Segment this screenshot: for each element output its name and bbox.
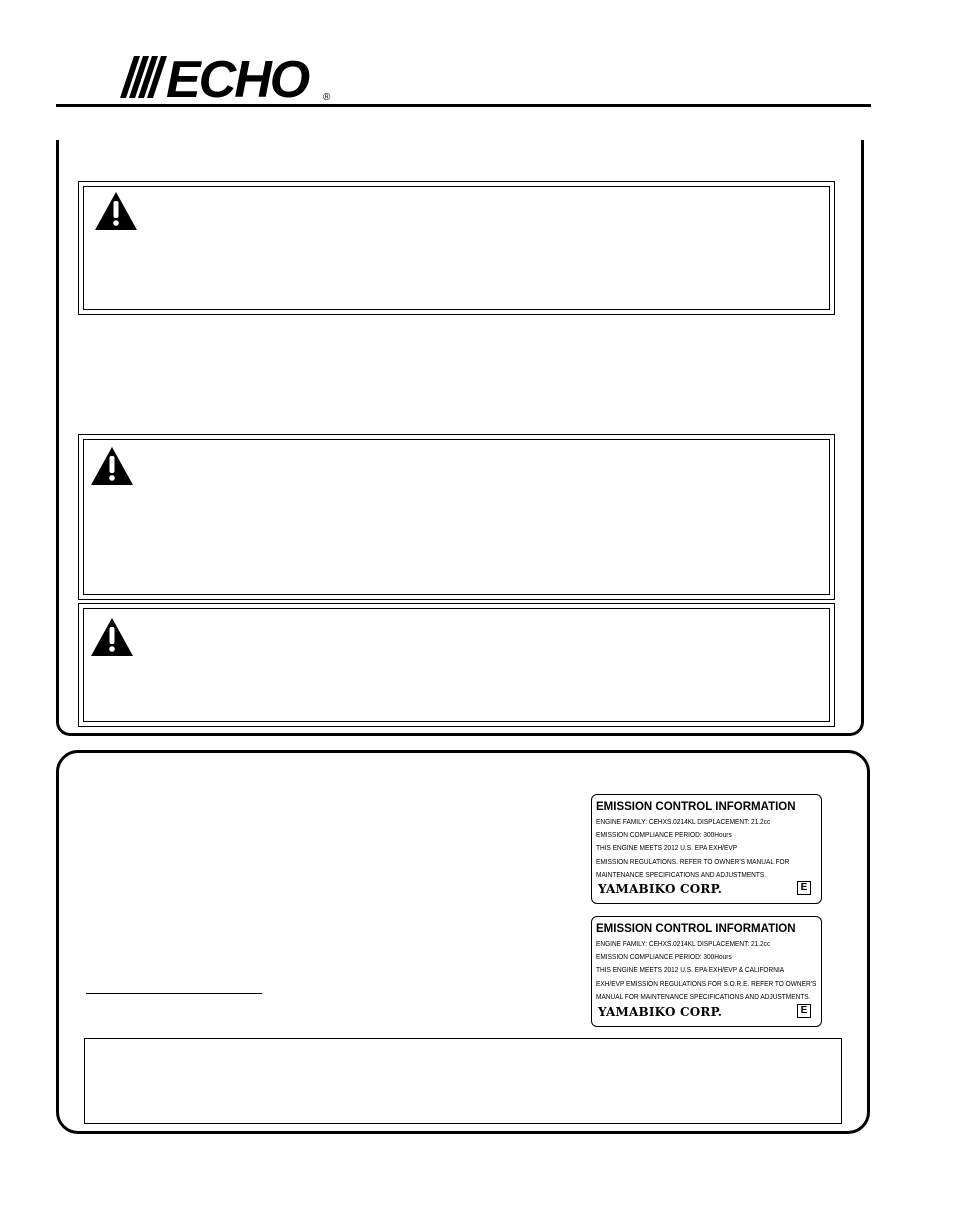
warning-box-1 [78,181,835,315]
notice-box [84,1038,842,1124]
emission-label-line: THIS ENGINE MEETS 2012 U.S. EPA EXH/EVP [596,843,738,853]
emission-label-line: EMISSION REGULATIONS. REFER TO OWNER'S MANUAL FOR [596,856,790,866]
emission-label-line: EMISSION COMPLIANCE PERIOD: 300Hours [596,952,732,962]
emission-label-california [591,916,822,1027]
echo-logo [120,52,340,102]
manufacturer-name: YAMABIKO CORP. [598,1005,723,1019]
emission-label-line: ENGINE FAMILY: CEHXS.0214KL DISPLACEMENT: 21.2cc [596,939,771,948]
emission-label-title: EMISSION CONTROL INFORMATION [596,801,796,813]
emission-label-line: EMISSION COMPLIANCE PERIOD: 300Hours [596,830,732,840]
emission-label-epa [591,794,822,904]
manufacturer-name: YAMABIKO CORP. [598,882,723,896]
warning-box-2 [78,434,835,600]
emission-label-title: EMISSION CONTROL INFORMATION [596,923,796,935]
e-mark-icon: E [797,1004,811,1018]
e-mark-icon: E [797,881,811,895]
emission-label-line: MANUAL FOR MAINTENANCE SPECIFICATIONS AND ADJUSTMENTS. [596,991,811,1001]
signature-rule [86,993,262,994]
emission-label-line: MAINTENANCE SPECIFICATIONS AND ADJUSTMENTS. [596,869,767,879]
emission-label-line: EXH/EVP EMISSION REGULATIONS FOR S.O.R.E. REFER TO OWNER'S [596,978,817,988]
emission-label-line: THIS ENGINE MEETS 2012 U.S. EPA EXH/EVP & CALIFORNIA [596,965,785,975]
warning-box-3 [78,603,835,727]
warning-triangle-icon [89,445,135,487]
registered-mark: ® [323,92,331,102]
emission-label-line: ENGINE FAMILY: CEHXS.0214KL DISPLACEMENT: 21.2cc [596,817,771,826]
warning-triangle-icon [93,190,139,232]
logo-text: ECHO [166,52,309,102]
warning-triangle-icon [89,616,135,658]
header-rule [56,104,871,107]
